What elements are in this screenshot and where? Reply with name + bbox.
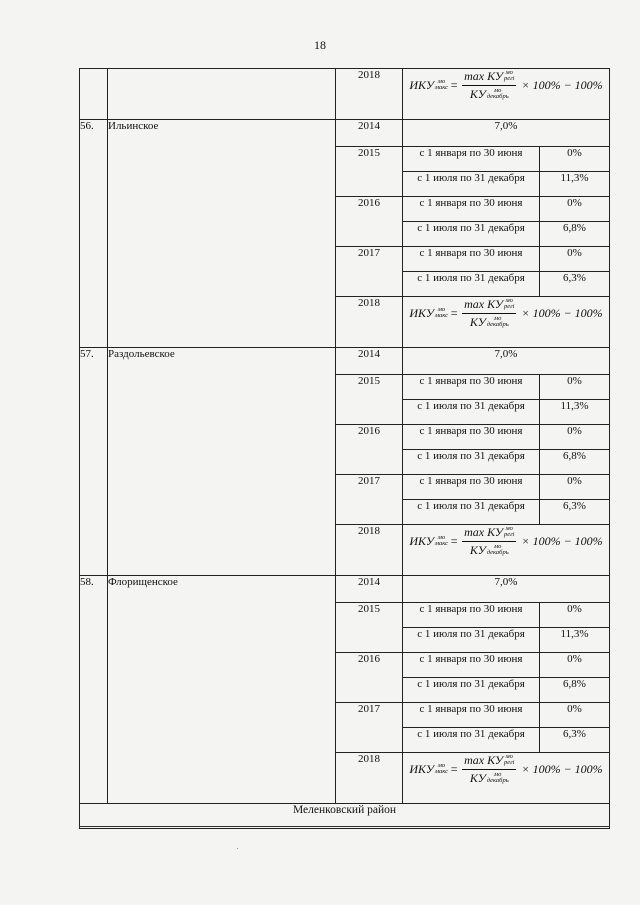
period-label: с 1 января по 30 июня (403, 703, 540, 728)
tariff-table (79, 68, 610, 829)
formula-numerator-text: max КУ (464, 69, 503, 83)
section-heading-row (80, 804, 610, 829)
period-label: с 1 июля по 31 декабря (403, 172, 540, 197)
period-label: с 1 января по 30 июня (403, 147, 540, 172)
period-value: 0% (540, 197, 610, 222)
formula-subscript: декабрь (486, 93, 509, 101)
period-label: с 1 июля по 31 декабря (403, 400, 540, 425)
municipality-row (80, 348, 610, 375)
formula-cell (403, 297, 610, 348)
year-cell: 2014 (336, 120, 403, 147)
year-cell: 2018 (336, 525, 403, 576)
municipality-number: 57. (80, 348, 108, 576)
period-value: 0% (540, 147, 610, 172)
year-cell: 2016 (336, 425, 403, 475)
formula-subscript: макс (434, 311, 448, 319)
formula-equals: = (449, 78, 459, 92)
formula-fraction (462, 297, 516, 330)
period-label: с 1 июля по 31 декабря (403, 450, 540, 475)
scan-speck (237, 848, 238, 849)
index-formula (409, 753, 602, 786)
period-value: 11,3% (540, 172, 610, 197)
period-value: 6,3% (540, 272, 610, 297)
formula-subscript: декабрь (486, 321, 509, 329)
formula-subscript: макс (434, 83, 448, 91)
formula-cell (403, 69, 610, 120)
year-cell: 2018 (336, 69, 403, 120)
period-label: с 1 января по 30 июня (403, 603, 540, 628)
formula-superscript: мо (505, 525, 513, 533)
year-cell: 2017 (336, 475, 403, 525)
year-cell: 2015 (336, 147, 403, 197)
period-label: с 1 января по 30 июня (403, 425, 540, 450)
formula-superscript: мо (494, 87, 502, 95)
formula-cell (403, 753, 610, 804)
formula-subscript: макс (434, 767, 448, 775)
year-cell: 2017 (336, 247, 403, 297)
period-label: с 1 января по 30 июня (403, 653, 540, 678)
formula-lhs: ИКУ (409, 762, 434, 776)
period-value: 0% (540, 653, 610, 678)
formula-subscript: декабрь (486, 777, 509, 785)
year-cell: 2014 (336, 576, 403, 603)
formula-indices (435, 307, 448, 319)
period-value: 0% (540, 603, 610, 628)
formula-superscript: мо (437, 533, 446, 541)
formula-equals: = (449, 762, 459, 776)
year-cell: 2014 (336, 348, 403, 375)
period-value: 0% (540, 475, 610, 500)
formula-denominator (468, 770, 511, 786)
year-cell: 2015 (336, 375, 403, 425)
formula-tail: × 100% − 100% (521, 78, 603, 92)
formula-denominator-text: КУ (469, 771, 486, 785)
period-label: с 1 января по 30 июня (403, 247, 540, 272)
formula-superscript: мо (437, 77, 446, 85)
index-formula (409, 297, 602, 330)
municipality-row (80, 576, 610, 603)
formula-denominator-text: КУ (469, 87, 486, 101)
formula-subscript: макс (434, 539, 448, 547)
formula-numerator (462, 525, 516, 542)
formula-lhs: ИКУ (409, 534, 434, 548)
formula-superscript: мо (505, 69, 513, 77)
year-cell: 2015 (336, 603, 403, 653)
section-heading: Меленковский район (80, 804, 610, 829)
formula-indices (504, 526, 514, 538)
formula-equals: = (449, 534, 459, 548)
formula-tail: × 100% − 100% (521, 534, 603, 548)
formula-indices (435, 79, 448, 91)
formula-denominator (468, 86, 511, 102)
period-value: 6,3% (540, 500, 610, 525)
formula-tail: × 100% − 100% (521, 306, 603, 320)
formula-superscript: мо (494, 771, 502, 779)
formula-superscript: мо (494, 315, 502, 323)
rate-cell: 7,0% (403, 348, 610, 375)
period-value: 6,8% (540, 678, 610, 703)
page-number: 18 (314, 38, 326, 52)
year-cell: 2016 (336, 197, 403, 247)
formula-fraction (462, 525, 516, 558)
formula-numerator (462, 297, 516, 314)
municipality-number: 58. (80, 576, 108, 804)
formula-denominator (468, 314, 511, 330)
formula-indices (435, 535, 448, 547)
formula-cell (403, 525, 610, 576)
formula-indices (487, 772, 509, 784)
index-formula (409, 69, 602, 102)
name-cell (108, 69, 336, 120)
index-formula (409, 525, 602, 558)
formula-indices (504, 298, 514, 310)
formula-numerator-text: max КУ (464, 297, 503, 311)
rate-cell: 7,0% (403, 576, 610, 603)
year-cell: 2017 (336, 703, 403, 753)
period-value: 0% (540, 375, 610, 400)
formula-tail: × 100% − 100% (521, 762, 603, 776)
period-value: 6,3% (540, 728, 610, 753)
year-cell: 2018 (336, 753, 403, 804)
municipality-row (80, 120, 610, 147)
formula-superscript: мо (437, 761, 446, 769)
period-value: 6,8% (540, 222, 610, 247)
rate-cell: 7,0% (403, 120, 610, 147)
period-value: 0% (540, 703, 610, 728)
formula-indices (504, 70, 514, 82)
year-cell: 2016 (336, 653, 403, 703)
formula-indices (435, 763, 448, 775)
formula-numerator (462, 753, 516, 770)
period-label: с 1 июля по 31 декабря (403, 628, 540, 653)
period-label: с 1 января по 30 июня (403, 375, 540, 400)
municipality-name: Флорищенское (108, 576, 336, 804)
formula-fraction (462, 69, 516, 102)
formula-superscript: мо (505, 297, 513, 305)
period-value: 0% (540, 425, 610, 450)
period-label: с 1 июля по 31 декабря (403, 678, 540, 703)
formula-denominator-text: КУ (469, 543, 486, 557)
period-label: с 1 июля по 31 декабря (403, 500, 540, 525)
formula-lhs: ИКУ (409, 306, 434, 320)
formula-subscript: peгi (503, 303, 515, 311)
year-cell: 2018 (336, 297, 403, 348)
formula-lhs: ИКУ (409, 78, 434, 92)
formula-superscript: мо (437, 305, 446, 313)
continuation-row (80, 69, 610, 120)
formula-denominator (468, 542, 511, 558)
formula-equals: = (449, 306, 459, 320)
municipality-name: Раздольевское (108, 348, 336, 576)
formula-subscript: peгi (503, 759, 515, 767)
formula-numerator-text: max КУ (464, 525, 503, 539)
number-cell (80, 69, 108, 120)
formula-indices (504, 754, 514, 766)
period-value: 6,8% (540, 450, 610, 475)
formula-indices (487, 544, 509, 556)
formula-indices (487, 88, 509, 100)
municipality-number: 56. (80, 120, 108, 348)
formula-numerator-text: max КУ (464, 753, 503, 767)
formula-denominator-text: КУ (469, 315, 486, 329)
formula-subscript: peгi (503, 531, 515, 539)
formula-superscript: мо (494, 543, 502, 551)
formula-subscript: peгi (503, 75, 515, 83)
period-label: с 1 июля по 31 декабря (403, 222, 540, 247)
period-label: с 1 июля по 31 декабря (403, 272, 540, 297)
period-value: 11,3% (540, 628, 610, 653)
period-label: с 1 января по 30 июня (403, 475, 540, 500)
period-label: с 1 января по 30 июня (403, 197, 540, 222)
formula-fraction (462, 753, 516, 786)
period-value: 0% (540, 247, 610, 272)
formula-numerator (462, 69, 516, 86)
formula-superscript: мо (505, 753, 513, 761)
bottom-rule (79, 826, 610, 827)
formula-subscript: декабрь (486, 549, 509, 557)
municipality-name: Ильинское (108, 120, 336, 348)
period-label: с 1 июля по 31 декабря (403, 728, 540, 753)
formula-indices (487, 316, 509, 328)
period-value: 11,3% (540, 400, 610, 425)
